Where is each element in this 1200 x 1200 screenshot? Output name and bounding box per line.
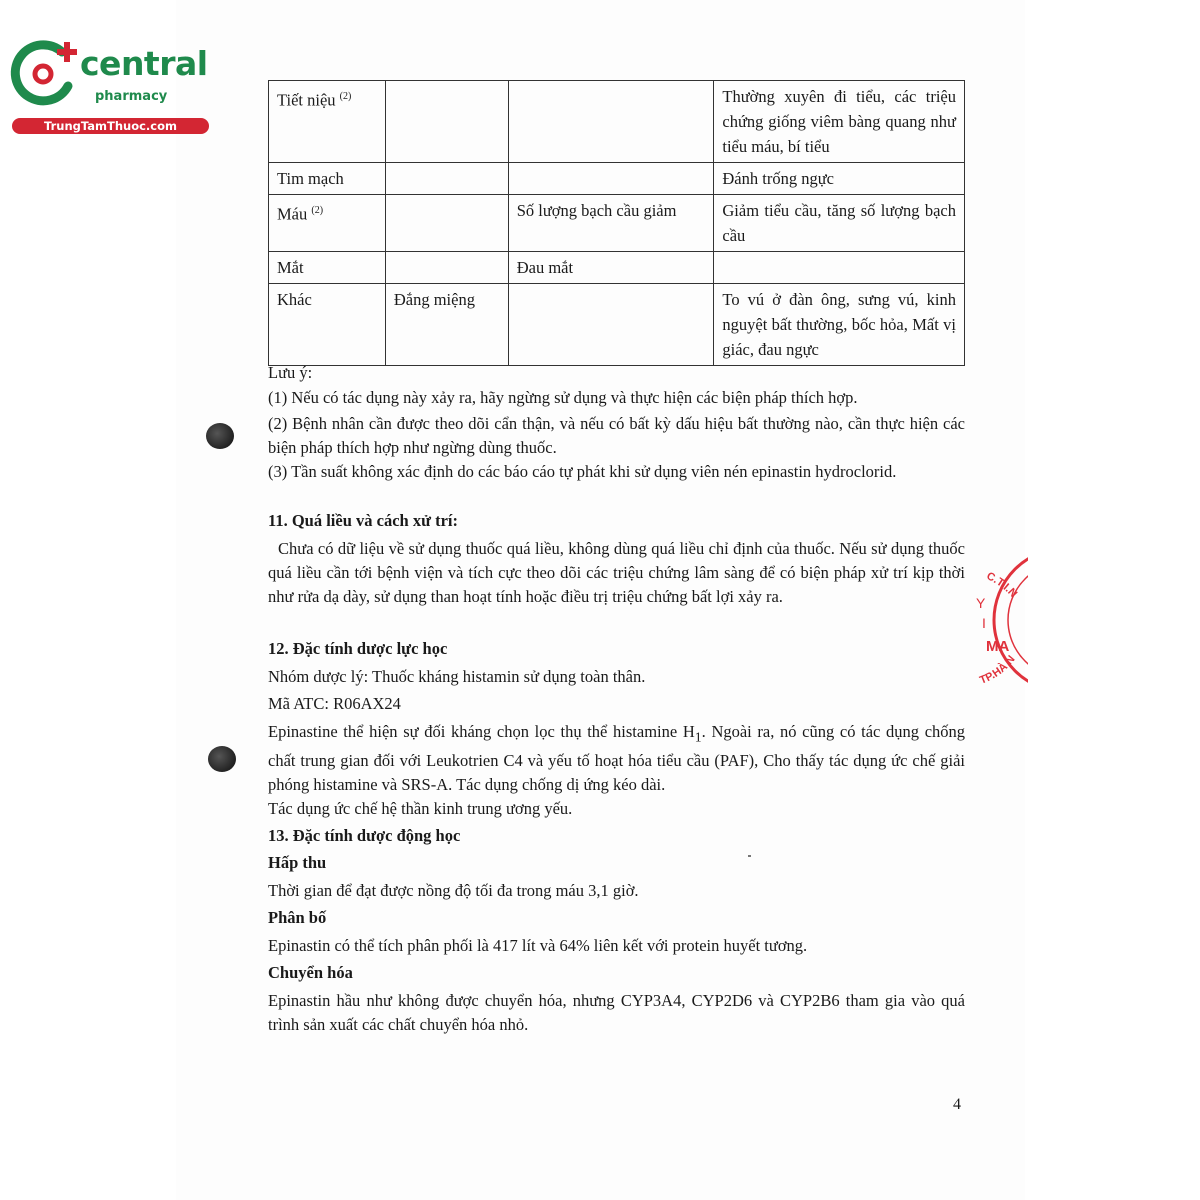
distribution-heading: Phân bố <box>268 908 327 927</box>
table-cell <box>385 163 508 195</box>
logo-subtitle: pharmacy <box>95 89 168 104</box>
adverse-effects-table <box>268 80 965 366</box>
footnote-ref: (2) <box>311 205 324 216</box>
table-cell <box>385 252 508 284</box>
absorption-text: Thời gian để đạt được nồng độ tối đa trong máu 3,1 giờ. <box>268 881 639 900</box>
table-cell-organ: Khác <box>269 284 386 366</box>
atc-code: Mã ATC: R06AX24 <box>268 694 401 713</box>
footnote-ref: (2) <box>339 91 352 102</box>
table-row <box>269 81 965 163</box>
table-cell: Đắng miệng <box>385 284 508 366</box>
table-cell-organ: Máu $^{(2)}$ <box>269 195 386 252</box>
page-number: 4 <box>953 1096 961 1113</box>
table-row <box>269 284 965 366</box>
table-cell <box>385 195 508 252</box>
punch-hole-bottom <box>208 746 236 772</box>
distribution-text: Epinastin có thể tích phân phối là 417 lít và 64% liên kết với protein huyết tương. <box>268 936 808 955</box>
table-cell <box>714 252 965 284</box>
table-cell: Đánh trống ngực <box>714 163 965 195</box>
logo-url: TrungTamThuoc.com <box>12 118 209 134</box>
table-cell <box>385 81 508 163</box>
metabolism-text: Epinastin hầu như không được chuyển hóa, nhưng CYP3A4, CYP2D6 và CYP2B6 tham gia vào quá trình sản xuất các chất chuyển hóa nhỏ. <box>268 991 965 1034</box>
logo-mark-icon <box>10 36 90 116</box>
note-2: (2) Bệnh nhân cần được theo dõi cẩn thận, và nếu có bất kỳ dấu hiệu bất thường nào, cần thực hiện các biện pháp thích hợp như ngừng dùng thuốc. <box>268 414 965 457</box>
stamp-line-2: I <box>982 615 986 631</box>
table-cell: To vú ở đàn ông, sưng vú, kinh nguyệt bất thường, bốc hỏa, Mất vị giác, đau ngực <box>714 284 965 366</box>
table-cell-organ: Tiết niệu $^{(2)}$ <box>269 81 386 163</box>
section-13-heading: 13. Đặc tính dược động học <box>268 826 461 845</box>
notes-title: Lưu ý: <box>268 363 313 382</box>
section-11-body: Chưa có dữ liệu về sử dụng thuốc quá liều, không dùng quá liều chỉ định của thuốc. Nếu sử dụng thuốc quá liều cần tới bệnh viện và tích cực theo dõi các triệu chứng lâm sàng để có biện pháp xử trí kịp thời như rửa dạ dày, sử dụng than hoạt tính hoặc điều trị triệu chứng bất lợi xảy ra. <box>268 539 965 606</box>
pharmacodynamics-paragraph: Epinastine thể hiện sự đối kháng chọn lọc thụ thể histamine $H_1$. Ngoài ra, nó cũng có tác dụng chống chất trung gian đối với Leukotrien C4 và yếu tố hoạt hóa tiểu cầu (PAF), Cho thấy tác dụng ức chế giải phóng histamine và SRS-A. Tác dụng chống dị ứng kéo dài. <box>268 722 966 795</box>
stamp-line-1: Y <box>976 595 986 611</box>
note-3: (3) Tần suất không xác định do các báo cáo tự phát khi sử dụng viên nén epinastin hydroclorid. <box>268 462 897 481</box>
table-cell <box>508 163 714 195</box>
cns-effect: Tác dụng ức chế hệ thần kinh trung ương yếu. <box>268 799 573 818</box>
metabolism-heading: Chuyển hóa <box>268 963 353 982</box>
table-cell: Số lượng bạch cầu giảm <box>508 195 714 252</box>
table-cell-organ: Mắt <box>269 252 386 284</box>
pharmacologic-group: Nhóm dược lý: Thuốc kháng histamin sử dụng toàn thân. <box>268 667 646 686</box>
svg-text:TP.HÀ N <box>978 653 1018 687</box>
table-cell: Thường xuyên đi tiểu, các triệu chứng giống viêm bàng quang như tiểu máu, bí tiểu <box>714 81 965 163</box>
note-1: (1) Nếu có tác dụng này xảy ra, hãy ngừng sử dụng và thực hiện các biện pháp thích hợp. <box>268 388 858 407</box>
company-stamp <box>948 545 1028 695</box>
table-row <box>269 252 965 284</box>
svg-text:C.T.I.N <box>985 570 1020 600</box>
table-cell <box>508 81 714 163</box>
section-12-heading: 12. Đặc tính dược lực học <box>268 639 448 658</box>
stamp-bottom-text: TP.HÀ N <box>978 653 1018 687</box>
punch-hole-top <box>206 423 234 449</box>
stamp-line-3: MA <box>986 638 1010 655</box>
table-row <box>269 195 965 252</box>
table-cell <box>508 284 714 366</box>
stamp-arc-text: C.T.I.N <box>984 570 1020 601</box>
table-cell: Giảm tiểu cầu, tăng số lượng bạch cầu <box>714 195 965 252</box>
table-cell-organ: Tim mạch <box>269 163 386 195</box>
table-cell: Đau mắt <box>508 252 714 284</box>
table-row <box>269 163 965 195</box>
section-11-heading: 11. Quá liều và cách xử trí: <box>268 511 459 530</box>
absorption-heading: Hấp thu <box>268 853 327 872</box>
logo-name: central <box>80 44 208 83</box>
